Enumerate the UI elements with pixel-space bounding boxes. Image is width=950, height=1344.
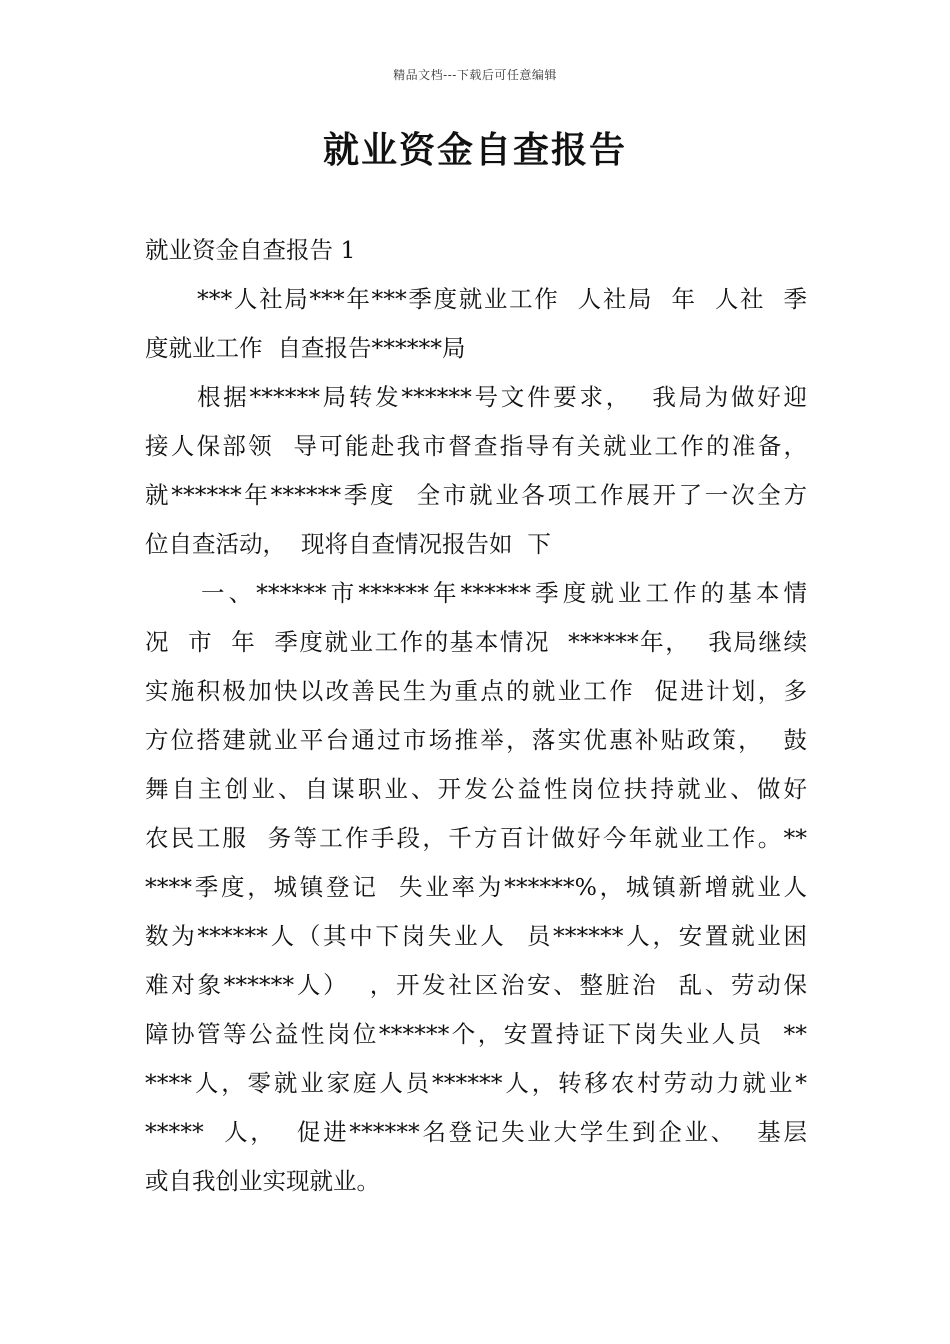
- text-line: ****人，零就业家庭人员******人，转移农村劳动力就业*: [145, 1069, 807, 1097]
- text-line: 况 市 年 季度就业工作的基本情况 ******年， 我局继续: [145, 628, 807, 656]
- text-line: 实施积极加快以改善民生为重点的就业工作 促进计划，多: [145, 677, 807, 705]
- document-title: 就业资金自查报告: [322, 129, 627, 171]
- text-line: 一、******市******年******季度就业工作的基本情: [201, 579, 807, 607]
- text-line: 位自查活动， 现将自查情况报告如 下: [145, 530, 551, 558]
- text-line: ***人社局***年***季度就业工作 人社局 年 人社 季: [197, 285, 807, 313]
- document-body: [145, 226, 807, 1206]
- header-note: 精品文档---下载后可任意编辑: [393, 68, 557, 82]
- text-line: 难对象******人） ，开发社区治安、整脏治 乱、劳动保: [145, 971, 807, 999]
- text-line: 障协管等公益性岗位******个，安置持证下岗失业人员 **: [145, 1020, 807, 1048]
- text-line: 就******年******季度 全市就业各项工作展开了一次全方: [145, 481, 807, 509]
- text-line: 根据******局转发******号文件要求， 我局为做好迎: [197, 383, 807, 411]
- text-line: 就业资金自查报告 1: [145, 236, 356, 264]
- text-line: ***** 人， 促进******名登记失业大学生到企业、 基层: [145, 1118, 807, 1146]
- text-line: 或自我创业实现就业。: [145, 1167, 380, 1195]
- text-line: 度就业工作 自查报告******局: [145, 334, 466, 362]
- text-line: 舞自主创业、自谋职业、开发公益性岗位扶持就业、做好: [145, 775, 807, 803]
- text-line: 农民工服 务等工作手段，千方百计做好今年就业工作。**: [145, 824, 807, 852]
- text-line: 数为******人（其中下岗失业人 员******人，安置就业困: [145, 922, 807, 950]
- text-line: ****季度，城镇登记 失业率为******%，城镇新增就业人: [145, 873, 807, 901]
- text-line: 方位搭建就业平台通过市场推举，落实优惠补贴政策， 鼓: [145, 726, 807, 754]
- text-line: 接人保部领 导可能赴我市督查指导有关就业工作的准备，: [145, 432, 807, 460]
